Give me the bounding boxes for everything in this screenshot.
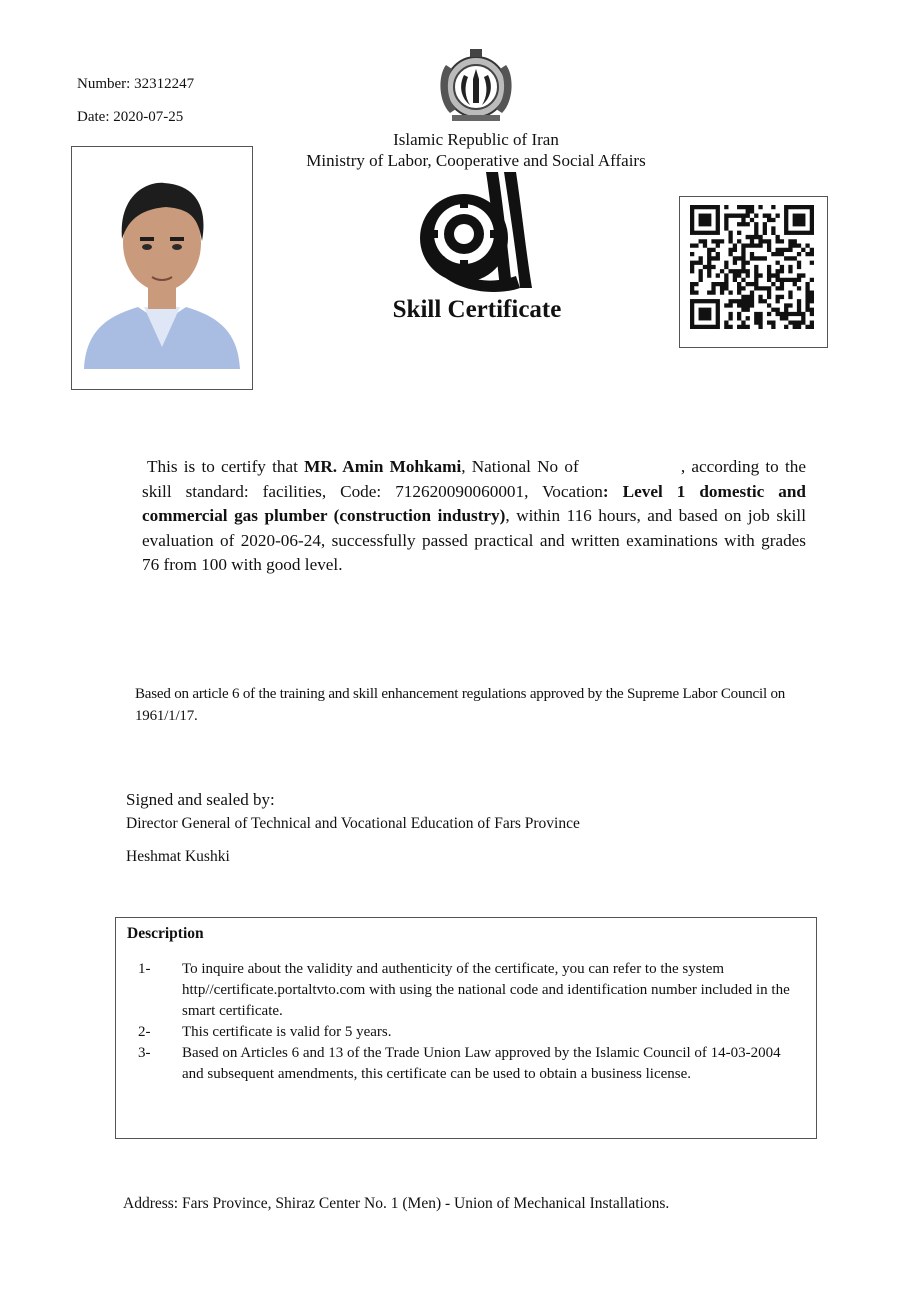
cert-intro: This is to certify that	[147, 457, 305, 476]
signer-position: Director General of Technical and Vocational Education of Fars Province	[126, 815, 580, 832]
description-item-3: 3- Based on Articles 6 and 13 of the Trade Union Law approved by the Islamic Council of 14-03-2004 and subsequent amendments, this certificate can be used to obtain a business license.	[138, 1045, 781, 1082]
vocation-name: : Level 1 domestic and commercial gas plumber (construction industry)	[142, 481, 806, 526]
description-item-2: 2- This certificate is valid for 5 years.	[138, 1024, 392, 1040]
cert-national-no: , National No of	[461, 457, 585, 476]
description-list	[126, 959, 806, 1085]
signature-label: Signed and sealed by:	[126, 790, 275, 809]
holder-photo	[72, 147, 252, 389]
certificate-date: Date: 2020-07-25	[77, 109, 184, 125]
description-box	[115, 917, 817, 1139]
description-heading: Description	[127, 925, 204, 942]
holder-photo-frame	[71, 146, 253, 390]
cert-details: , within 116 hours, and based on job skill evaluation of 2020-06-24, successfully passed practical and written examinations with grades 76 from 100 with good level.	[142, 506, 806, 575]
qr-code-icon	[690, 205, 814, 329]
article-reference: Based on article 6 of the training and skill enhancement regulations approved by the Supreme Labor Council on 1961/1/17.	[135, 686, 786, 724]
address: Address: Fars Province, Shiraz Center No. 1 (Men) - Union of Mechanical Installations.	[123, 1195, 670, 1212]
page-title: Skill Certificate	[392, 296, 562, 323]
certificate-number: Number: 32312247	[77, 76, 195, 92]
certification-paragraph	[142, 455, 806, 578]
ministry-name: Ministry of Labor, Cooperative and Social Affairs	[306, 151, 646, 170]
signer-name: Heshmat Kushki	[126, 848, 230, 865]
tvto-logo-icon	[412, 172, 540, 294]
description-item-1: 1- To inquire about the validity and authenticity of the certificate, you can refer to the system http//certificate.portaltvto.com with using the national code and identification number included in the smart certificate.	[138, 961, 790, 1019]
cert-standard: , according to the skill standard: facilities, Code: 712620090060001, Vocation	[142, 457, 806, 501]
qr-code-frame	[679, 196, 828, 348]
iran-emblem-icon	[432, 45, 520, 125]
holder-name: MR. Amin Mohkami	[304, 457, 462, 476]
country-name: Islamic Republic of Iran	[393, 130, 559, 149]
